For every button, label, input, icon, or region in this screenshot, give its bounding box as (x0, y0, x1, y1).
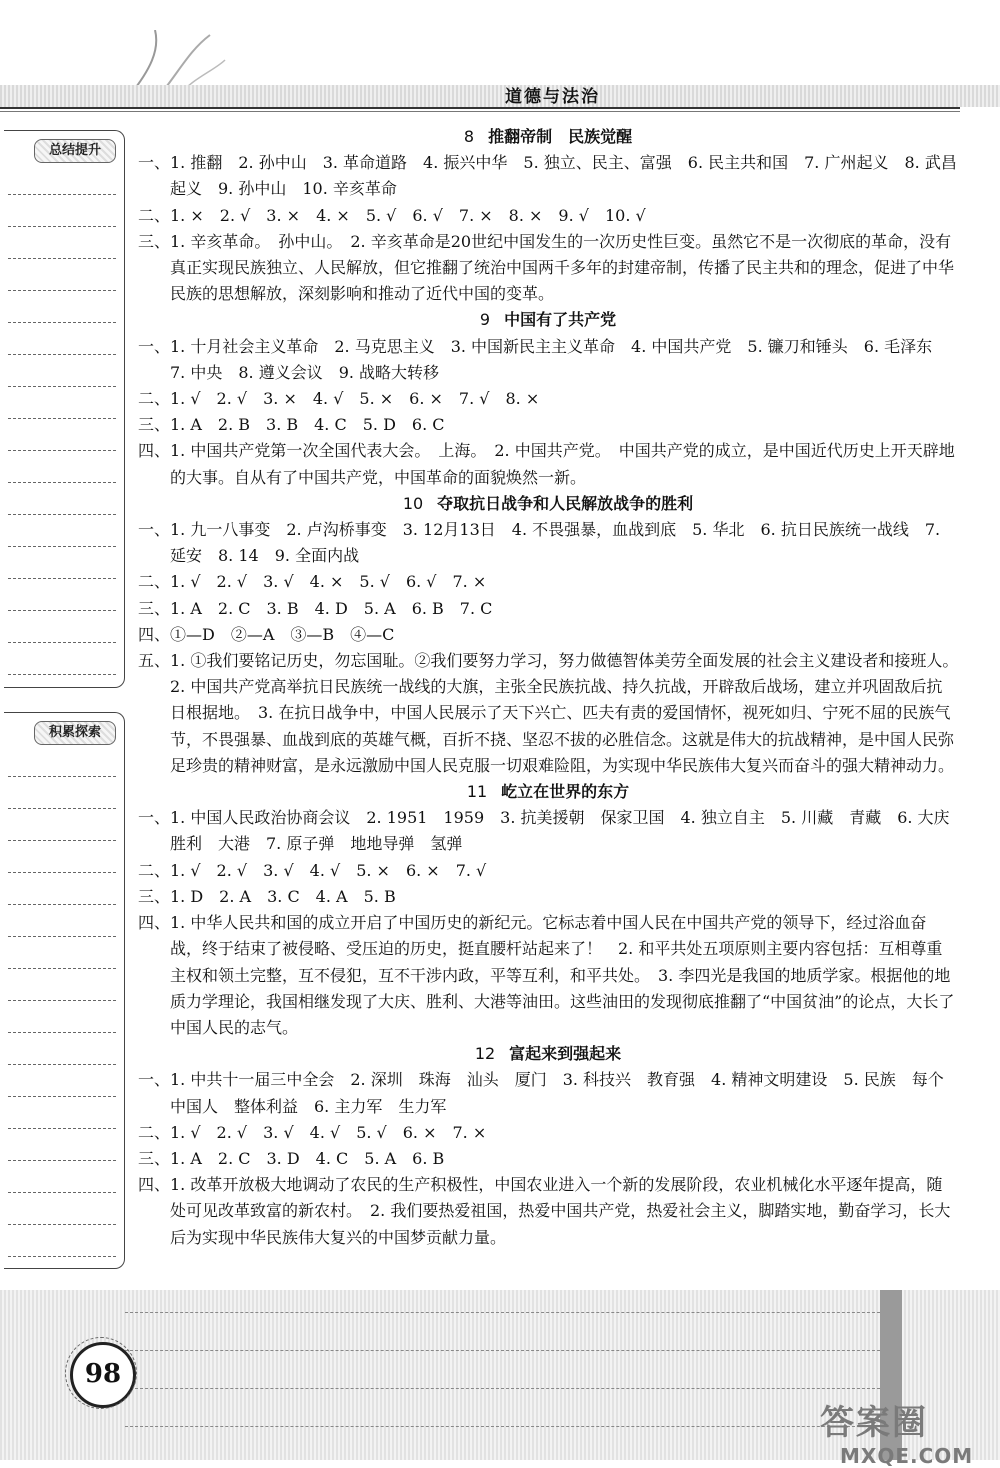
answer-line: 四、1. 改革开放极大地调动了农民的生产积极性，中国农业进入一个新的发展阶段，农业机械化水平逐年提高，随处可见改革致富的新农村。 2. 我们要热爱祖国，热爱中国共产党，热爱社会主义，脚踏实地，勤奋学习，长大后为实现中华民族伟大复兴的中国梦贡献力量。 (138, 1175, 951, 1247)
subject-title: 道德与法治 (505, 87, 600, 107)
answer-line: 四、1. 中华人民共和国的成立开启了中国历史的新纪元。它标志着中国人民在中国共产党的领导下，经过浴血奋战，终于结束了被侵略、受压迫的历史，挺直腰杆站起来了！ 2. 和平共处五项原则主要内容包括：互相尊重主权和领土完整，互不侵犯，互不干涉内政，平等互利，和平共处。 3. 李四光是我国的地质学家。根据他的地质力学理论，我国相继发现了大庆、胜利、大港等油田。这些油田的发现彻底推翻了“中国贫油”的论点，大长了中国人民的志气。 (138, 913, 955, 1037)
answer-line: 三、1. A 2. B 3. B 4. C 5. D 6. C (138, 415, 445, 435)
section-title: 中国有了共产党 (504, 310, 617, 330)
watermark-url: MXQE.COM (840, 1444, 974, 1468)
section-number: 12 (474, 1044, 496, 1064)
sidebar-tab-summary: 总结提升 (34, 139, 116, 163)
answer-line: 三、1. A 2. C 3. B 4. D 5. A 6. B 7. C (138, 598, 493, 618)
section-heading (138, 779, 958, 805)
section-title: 夺取抗日战争和人民解放战争的胜利 (437, 493, 694, 513)
section-number: 9 (479, 310, 491, 330)
answer-line: 一、1. 中国人民政治协商会议 2. 1951 1959 3. 抗美援朝 保家卫国 4. 独立自主 5. 川藏 青藏 6. 大庆 胜利 大港 7. 原子弹 地地导弹 氢弹 (138, 808, 966, 854)
sidebar-summary-box (4, 130, 125, 688)
answer-line: 三、1. D 2. A 3. C 4. A 5. B (138, 886, 396, 906)
section-number: 11 (466, 782, 488, 802)
section-title: 推翻帝制 民族觉醒 (488, 127, 633, 146)
answer-line: 二、1. √ 2. √ 3. √ 4. √ 5. √ 6. × 7. × (138, 1122, 487, 1142)
sidebar-explore-box (4, 712, 125, 1269)
header-band (0, 85, 1000, 107)
section-heading (138, 491, 958, 517)
section-number: 10 (402, 493, 424, 513)
answer-line: 四、①—D ②—A ③—B ④—C (138, 624, 395, 644)
section-title: 屹立在世界的东方 (501, 782, 630, 802)
answer-line: 一、1. 十月社会主义革命 2. 马克思主义 3. 中国新民主主义革命 4. 中国共产党 5. 镰刀和锤头 6. 毛泽东 7. 中央 8. 遵义会议 9. 战略大转移 (138, 336, 949, 382)
answer-line: 三、1. 辛亥革命。 孙中山。 2. 辛亥革命是20世纪中国发生的一次历史性巨变。虽然它不是一次彻底的革命，没有真正实现民族独立、人民解放，但它推翻了统治中国两千多年的封建帝制，传播了民主共和的理念，促进了中华民族的思想解放，深刻影响和推动了近代中国的变革。 (138, 231, 955, 304)
answer-line: 三、1. A 2. C 3. D 4. C 5. A 6. B (138, 1148, 445, 1168)
answer-line: 一、1. 九一八事变 2. 卢沟桥事变 3. 12月13日 4. 不畏强暴，血战到底 5. 华北 6. 抗日民族统一战线 7. 延安 8. 14 9. 全面内战 (138, 520, 941, 566)
answer-line: 二、1. √ 2. √ 3. √ 4. √ 5. × 6. × 7. √ (138, 860, 487, 880)
answer-content (138, 124, 967, 1251)
section-heading (138, 124, 958, 150)
page-number: 98 (70, 1342, 136, 1408)
answer-line: 一、1. 推翻 2. 孙中山 3. 革命道路 4. 振兴中华 5. 独立、民主、富强 6. 民主共和国 7. 广州起义 8. 武昌起义 9. 孙中山 10. 辛亥革命 (138, 153, 957, 199)
answer-line: 四、1. 中国共产党第一次全国代表大会。 上海。 2. 中国共产党。 中国共产党的成立，是中国近代历史上开天辟地的大事。自从有了中国共产党，中国革命的面貌焕然一新。 (138, 441, 955, 487)
section-heading (138, 307, 958, 333)
section-title: 富起来到强起来 (509, 1044, 622, 1064)
header-rule-thin (0, 111, 960, 112)
section-number: 8 (463, 127, 475, 146)
watermark-logo (820, 1395, 973, 1468)
watermark-text: 答案圈 (820, 1403, 928, 1443)
answer-line: 二、1. × 2. √ 3. × 4. × 5. √ 6. √ 7. × 8. × 9. √ 10. √ (138, 205, 646, 225)
section-heading (138, 1041, 958, 1067)
answer-line: 一、1. 中共十一届三中全会 2. 深圳 珠海 汕头 厦门 3. 科技兴 教育强 4. 精神文明建设 5. 民族 每个中国人 整体利益 6. 主力军 生力军 (138, 1070, 944, 1116)
answer-line: 二、1. √ 2. √ 3. √ 4. × 5. √ 6. √ 7. × (138, 572, 487, 592)
answer-line: 五、1. ①我们要铭记历史，勿忘国耻。②我们要努力学习，努力做德智体美劳全面发展的社会主义建设者和接班人。 2. 中国共产党高举抗日民族统一战线的大旗，主张全民族抗战、持久抗战，开辟敌后战场，建立并巩固敌后抗日根据地。 3. 在抗日战争中，中国人民展示了天下兴亡、匹夫有责的爱国情怀，视死如归、宁死不屈的民族气节，不畏强暴、血战到底的英雄气概，百折不挠、坚忍不拔的必胜信念。这就是伟大的抗战精神，是中国人民弥足珍贵的精神财富，是永远激励中国人民克服一切艰难险阻，为实现中华民族伟大复兴而奋斗的强大精神动力。 (138, 651, 967, 775)
answer-line: 二、1. √ 2. √ 3. × 4. √ 5. × 6. × 7. √ 8. × (138, 389, 540, 409)
sidebar-tab-explore: 积累探索 (34, 721, 116, 745)
header-rule (0, 107, 960, 109)
